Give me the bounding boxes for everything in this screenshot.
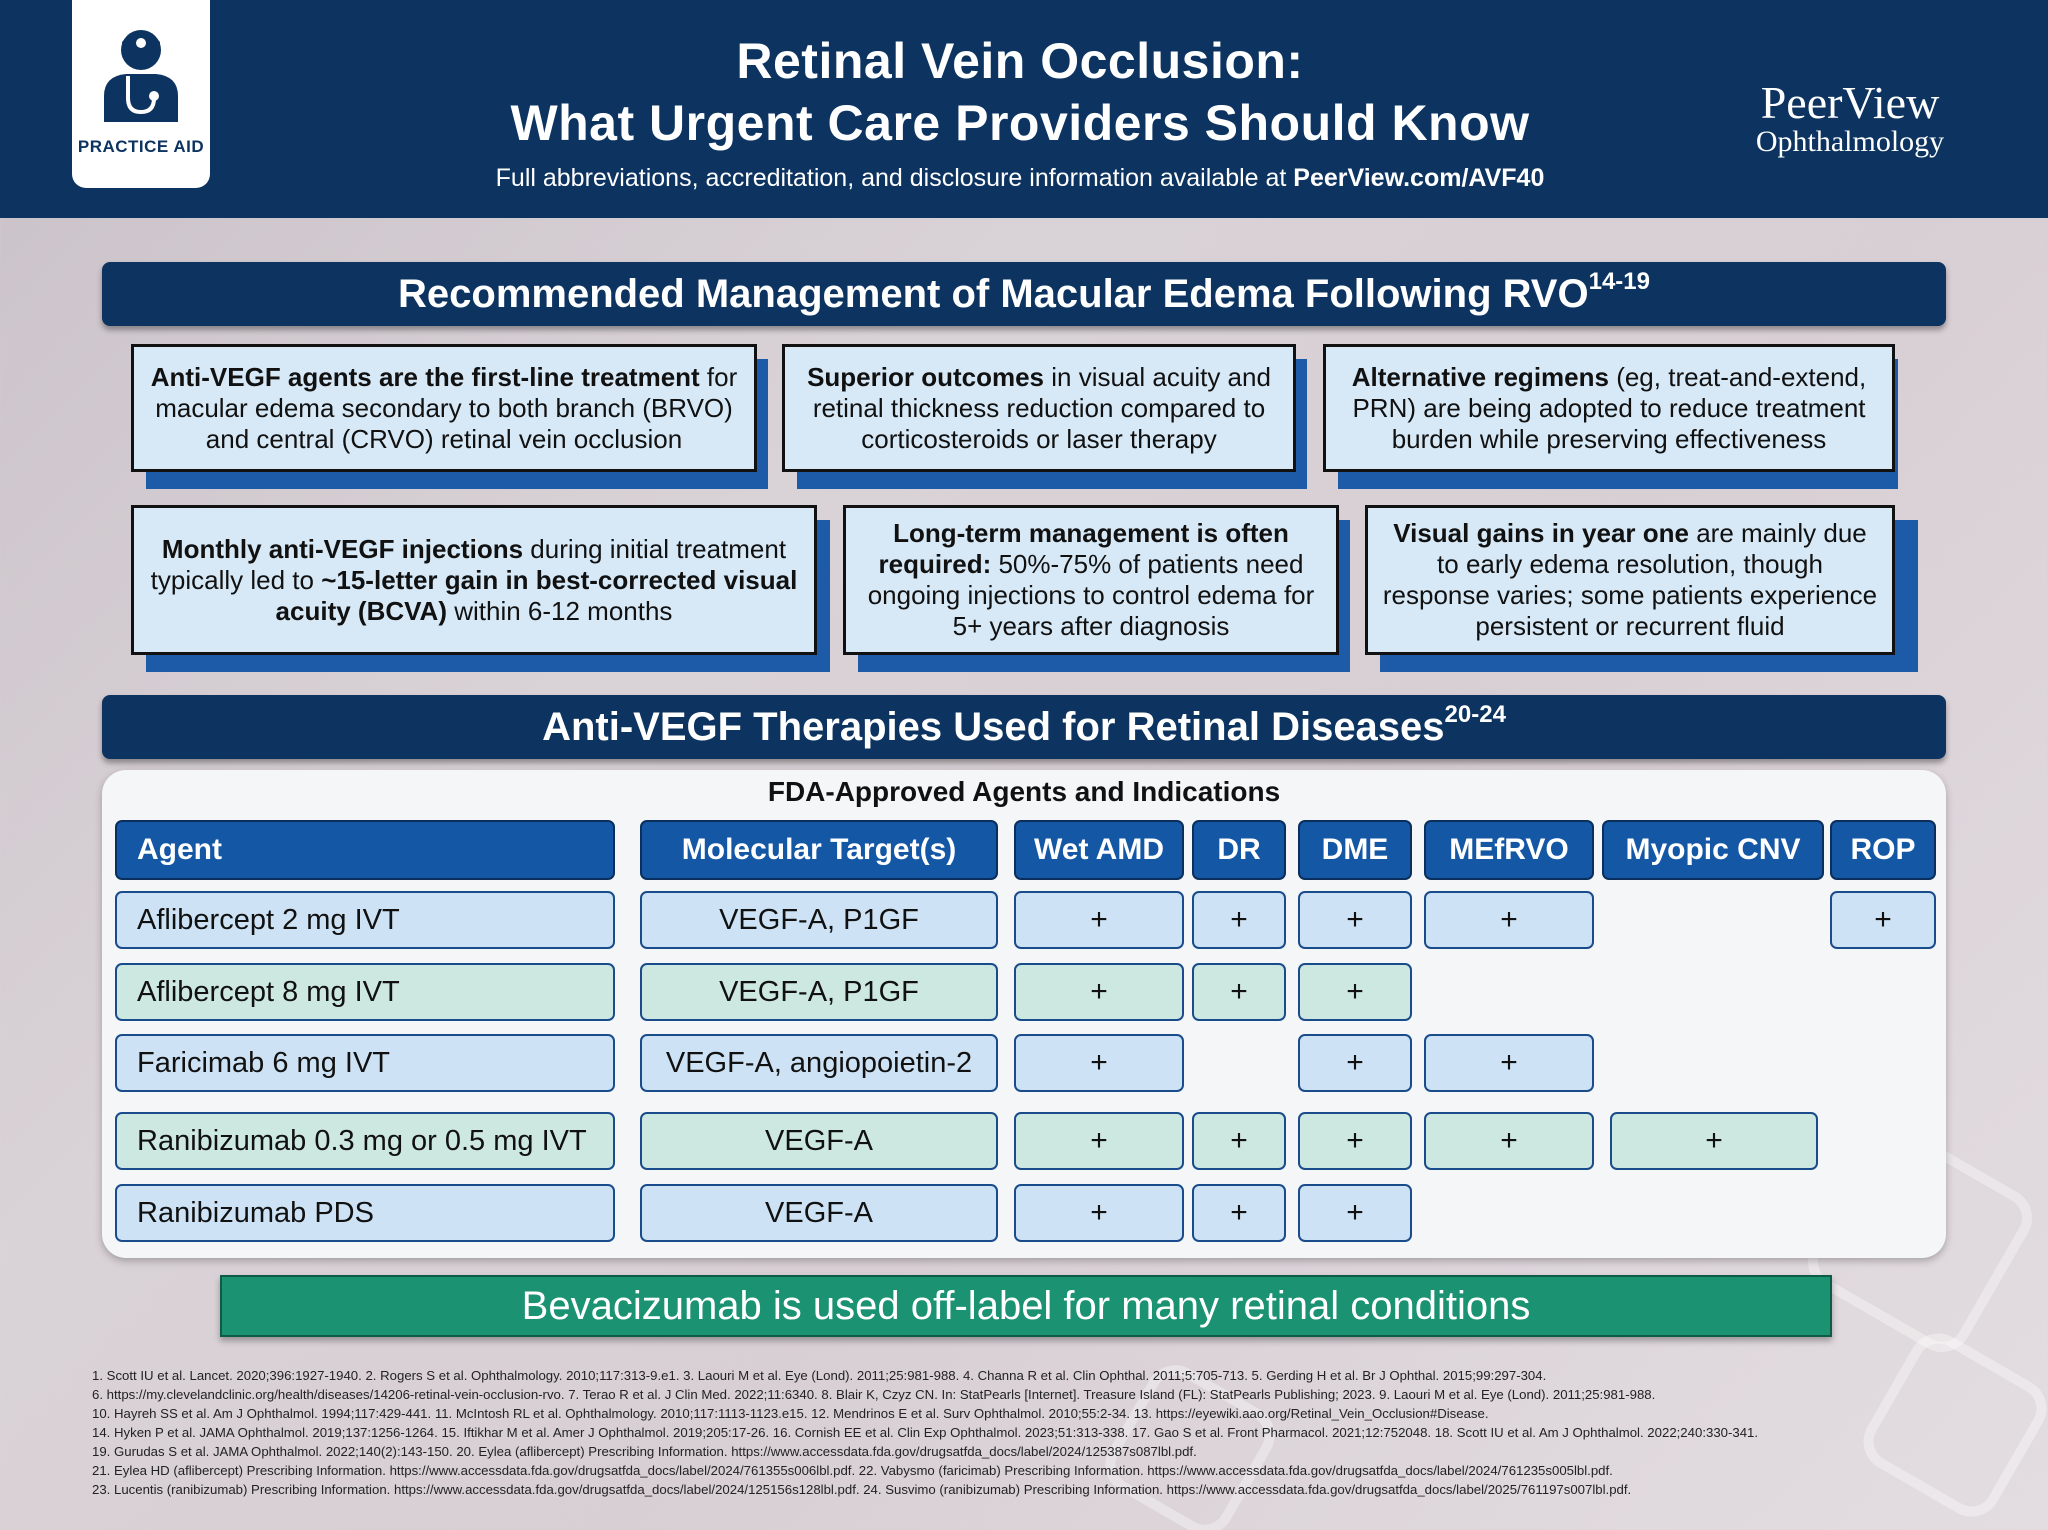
card-text: for macular edema secondary to both branch (BRVO) and central (CRVO) retinal vein occlusion	[155, 361, 738, 454]
table-cell-mark: +	[1014, 1034, 1184, 1092]
card-bold-text: Monthly anti-VEGF injections	[161, 533, 524, 564]
table-cell-target: VEGF-A	[640, 1112, 998, 1170]
subtitle-text: Full abbreviations, accreditation, and disclosure information available at	[495, 164, 1294, 192]
management-card-2	[782, 344, 1296, 472]
table-cell-mark: +	[1192, 891, 1286, 949]
brand-name: PeerView	[1760, 77, 1940, 128]
management-card-5	[843, 505, 1339, 655]
table-title: FDA-Approved Agents and Indications	[767, 776, 1281, 807]
column-header-mefrvo: MEfRVO	[1424, 820, 1594, 880]
table-cell-agent: Ranibizumab PDS	[115, 1184, 615, 1242]
header-bar	[0, 0, 2048, 218]
table-cell-mark: +	[1424, 1112, 1594, 1170]
table-cell-mark: +	[1192, 963, 1286, 1021]
table-cell-target: VEGF-A, P1GF	[640, 891, 998, 949]
table-cell-target: VEGF-A, P1GF	[640, 963, 998, 1021]
table-cell-target: VEGF-A, angiopoietin-2	[640, 1034, 998, 1092]
card-bold-text: Alternative regimens	[1351, 361, 1609, 392]
reference-line: 6. https://my.clevelandclinic.org/health/diseases/14206-retinal-vein-occlusion-rvo. 7. Terao R et al. J Clin Med. 2022;11:6340. 8. Blair K, Czyz CN. In: StatPearls [Internet]. Treasure Island (FL): StatPearls Publishing; 2023. 9. Laouri M et al. Eye (Lond). 2011;25:981-988.	[92, 1387, 1656, 1402]
table-cell-agent: Aflibercept 2 mg IVT	[115, 891, 615, 949]
doctor-icon	[98, 0, 184, 127]
reference-line: 23. Lucentis (ranibizumab) Prescribing Information. https://www.accessdata.fda.gov/drugsatfda_docs/label/2024/125156s128lbl.pdf. 24. Susvimo (ranibizumab) Prescribing Information. https://www.accessdata.fda.gov/drugsatfda_docs/label/2025/761197s007lbl.pdf.	[92, 1482, 1632, 1497]
table-cell-mark: +	[1298, 963, 1412, 1021]
table-cell-mark: +	[1424, 891, 1594, 949]
card-text: (eg, treat-and-extend, PRN) are being adopted to reduce treatment burden while preserving effectiveness	[1352, 361, 1867, 454]
table-cell-mark: +	[1610, 1112, 1818, 1170]
page-subtitle	[300, 164, 1740, 193]
card-text: are mainly due to early edema resolution, though response varies; some patients experience persistent or recurrent fluid	[1382, 518, 1878, 641]
bevacizumab-note: Bevacizumab is used off-label for many retinal conditions	[220, 1275, 1832, 1337]
management-card-1	[131, 344, 757, 472]
table-cell-mark: +	[1830, 891, 1936, 949]
table-cell-agent: Aflibercept 8 mg IVT	[115, 963, 615, 1021]
table-cell-mark: +	[1298, 1112, 1412, 1170]
table-cell-mark: +	[1014, 1184, 1184, 1242]
card-bold-text: Anti-VEGF agents are the first-line treatment	[150, 361, 700, 392]
table-cell-mark: +	[1014, 963, 1184, 1021]
table-cell-mark: +	[1014, 891, 1184, 949]
table-cell-mark: +	[1298, 1034, 1412, 1092]
management-card-4	[131, 505, 817, 655]
reference-line: 10. Hayreh SS et al. Am J Ophthalmol. 1994;117:429-441. 11. McIntosh RL et al. Ophthalmology. 2010;117:1113-1123.e15. 12. Mendrinos E et al. Surv Ophthalmol. 2010;55:2-34. 13. https://eyewiki.aao.org/Retinal_Vein_Occlusion#Disease.	[92, 1406, 1489, 1421]
reference-line: 14. Hyken P et al. JAMA Ophthalmol. 2019;137:1256-1264. 15. Iftikhar M et al. Amer J Ophthalmol. 2019;205:17-26. 16. Cornish EE et al. Clin Exp Ophthalmol. 2023;51:313-338. 17. Gao S et al. Front Pharmacol. 2021;12:752048. 18. Scott IU et al. Am J Ophthalmol. 2022;240:330-341.	[92, 1425, 1759, 1440]
column-header-agent: Agent	[115, 820, 615, 880]
management-card-6	[1365, 505, 1895, 655]
card-bold-text: ~15-letter gain in best-corrected visual acuity (BCVA)	[275, 564, 798, 626]
reference-line: 1. Scott IU et al. Lancet. 2020;396:1927-1940. 2. Rogers S et al. Ophthalmology. 2010;117:313-9.e1. 3. Laouri M et al. Eye (Lond). 2011;25:981-988. 4. Channa R et al. Clin Ophthal. 2011;5:705-713. 5. Gerding H et al. Br J Ophthal. 2015;99:297-304.	[92, 1368, 1547, 1383]
reference-line: 21. Eylea HD (aflibercept) Prescribing Information. https://www.accessdata.fda.gov/drugsatfda_docs/label/2024/761355s006lbl.pdf. 22. Vabysmo (faricimab) Prescribing Information. https://www.accessdata.fda.gov/drugsatfda_docs/label/2024/761235s005lbl.pdf.	[92, 1463, 1613, 1478]
practice-aid-label: PRACTICE AID	[77, 137, 205, 156]
column-header-wet-amd: Wet AMD	[1014, 820, 1184, 880]
subtitle-link[interactable]: PeerView.com/AVF40	[1293, 164, 1545, 192]
table-cell-mark: +	[1192, 1112, 1286, 1170]
column-header-target: Molecular Target(s)	[640, 820, 998, 880]
card-text: within 6-12 months	[446, 595, 673, 626]
table-cell-mark: +	[1014, 1112, 1184, 1170]
page-title-line-2: What Urgent Care Providers Should Know	[510, 95, 1530, 151]
card-bold-text: Superior outcomes	[807, 361, 1045, 392]
table-cell-mark: +	[1424, 1034, 1594, 1092]
card-text: in visual acuity and retinal thickness reduction compared to corticosteroids or laser therapy	[812, 361, 1271, 454]
column-header-rop: ROP	[1830, 820, 1936, 880]
table-cell-agent: Faricimab 6 mg IVT	[115, 1034, 615, 1092]
title-block	[300, 30, 1740, 193]
column-header-dme: DME	[1298, 820, 1412, 880]
section-title-therapies: Anti-VEGF Therapies Used for Retinal Diseases	[542, 705, 1445, 749]
table-cell-mark: +	[1298, 891, 1412, 949]
page-title-line-1: Retinal Vein Occlusion:	[736, 33, 1304, 89]
brand-logo	[1730, 77, 1970, 158]
table-cell-agent: Ranibizumab 0.3 mg or 0.5 mg IVT	[115, 1112, 615, 1170]
practice-aid-badge	[72, 0, 210, 188]
management-card-3	[1323, 344, 1895, 472]
card-text: 50%-75% of patients need ongoing injections to control edema for 5+ years after diagnosis	[867, 549, 1315, 641]
section-title-management: Recommended Management of Macular Edema Following RVO	[398, 272, 1589, 316]
reference-line: 19. Gurudas S et al. JAMA Ophthalmol. 2022;140(2):143-150. 20. Eylea (aflibercept) Prescribing Information. https://www.accessdata.fda.gov/drugsatfda_docs/label/2024/125387s087lbl.pdf.	[92, 1444, 1197, 1459]
column-header-myopic-cnv: Myopic CNV	[1602, 820, 1824, 880]
section-superscript: 20-24	[1444, 701, 1506, 728]
card-bold-text: Long-term management is often required:	[878, 518, 1289, 579]
table-cell-mark: +	[1192, 1184, 1286, 1242]
card-text: during initial treatment typically led to	[150, 533, 787, 595]
table-cell-mark: +	[1298, 1184, 1412, 1242]
card-bold-text: Visual gains in year one	[1393, 518, 1689, 548]
brand-subtitle: Ophthalmology	[1755, 125, 1945, 158]
section-banner-therapies	[102, 695, 1946, 759]
column-header-dr: DR	[1192, 820, 1286, 880]
section-superscript: 14-19	[1588, 268, 1650, 295]
references	[92, 1366, 1992, 1499]
section-banner-management	[102, 262, 1946, 326]
table-cell-target: VEGF-A	[640, 1184, 998, 1242]
